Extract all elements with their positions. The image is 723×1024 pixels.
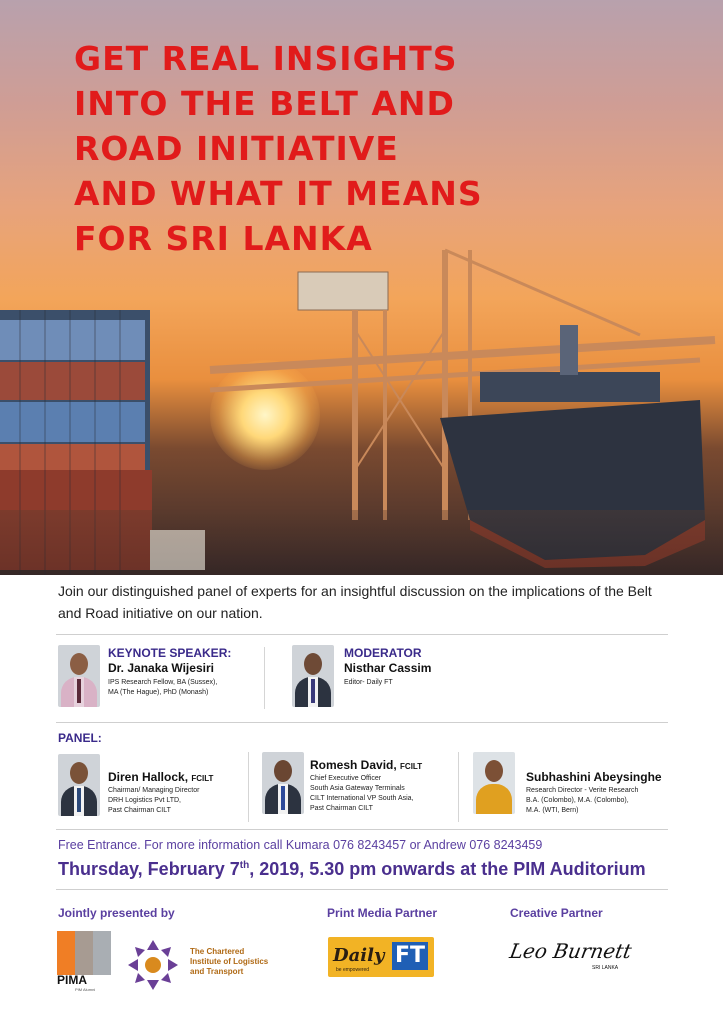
pima-logo-subtext: PIM Alumni <box>75 987 96 992</box>
headline-line: AND WHAT IT MEANS <box>74 174 483 213</box>
free-entrance-text: Free Entrance. For more information call Kumara 076 8243457 or Andrew 076 8243459 <box>58 838 543 852</box>
moderator-name: Nisthar Cassim <box>344 661 432 675</box>
panelist-photo <box>262 752 304 814</box>
daily-ft-logo <box>328 937 434 977</box>
panelist-photo <box>58 754 100 816</box>
cilt-logo-text: The Chartered Institute of Logistics and Transport <box>190 947 269 976</box>
pima-logo <box>57 931 111 991</box>
panelist-name: Subhashini Abeysinghe <box>526 770 662 784</box>
panelist-credentials: Chief Executive Officer South Asia Gateway Terminals CILT International VP South Asia, Past Chairman CILT <box>310 775 414 812</box>
keynote-credentials: IPS Research Fellow, BA (Sussex), MA (The Hague), PhD (Monash) <box>108 679 218 696</box>
divider <box>264 647 265 709</box>
keynote-photo <box>58 645 100 707</box>
jointly-presented-heading: Jointly presented by <box>58 906 175 920</box>
headline-line: INTO THE BELT AND <box>74 84 455 123</box>
headline-line: GET REAL INSIGHTS <box>74 39 458 78</box>
moderator-photo <box>292 645 334 707</box>
panel-label: PANEL: <box>58 731 102 745</box>
moderator-label: MODERATOR <box>344 646 422 660</box>
print-media-heading: Print Media Partner <box>327 906 438 920</box>
creative-partner-heading: Creative Partner <box>510 906 603 920</box>
panelist-credentials: Chairman/ Managing Director DRH Logistics Pvt LTD, Past Chairman CILT <box>108 787 200 814</box>
panelist-photo <box>473 752 515 814</box>
daily-ft-logo-daily: Daily <box>333 945 385 966</box>
leo-burnett-subtext: SRI LANKA <box>592 965 619 971</box>
pima-logo-text: PIMA <box>57 973 87 987</box>
keynote-name: Dr. Janaka Wijesiri <box>108 661 214 675</box>
headline-line: ROAD INITIATIVE <box>74 129 399 168</box>
panelist-credentials: Research Director - Verite Research B.A. (Colombo), M.A. (Colombo), M.A. (WTI, Bern) <box>526 787 639 814</box>
daily-ft-tagline: be empowered <box>336 967 370 973</box>
divider <box>458 752 459 822</box>
panelist-name: Diren Hallock, FCILT <box>108 770 214 784</box>
headline-line: FOR SRI LANKA <box>74 219 373 258</box>
divider <box>56 889 668 890</box>
cilt-logo-icon <box>126 938 180 992</box>
divider <box>248 752 249 822</box>
keynote-label: KEYNOTE SPEAKER: <box>108 646 232 660</box>
divider <box>56 722 668 723</box>
divider <box>56 829 668 830</box>
intro-text: Join our distinguished panel of experts for an insightful discussion on the implications of the Belt and Road initiative on our nation. <box>58 583 652 621</box>
divider <box>56 634 668 635</box>
panelist-name: Romesh David, FCILT <box>310 758 423 772</box>
leo-burnett-logo: Leo Burnett <box>507 939 634 963</box>
headline <box>74 36 494 261</box>
daily-ft-logo-ft: FT <box>392 942 428 970</box>
event-date: Thursday, February 7th, 2019, 5.30 pm onwards at the PIM Auditorium <box>58 859 646 879</box>
harbor-ground <box>0 510 723 575</box>
moderator-credentials: Editor- Daily FT <box>344 679 393 686</box>
